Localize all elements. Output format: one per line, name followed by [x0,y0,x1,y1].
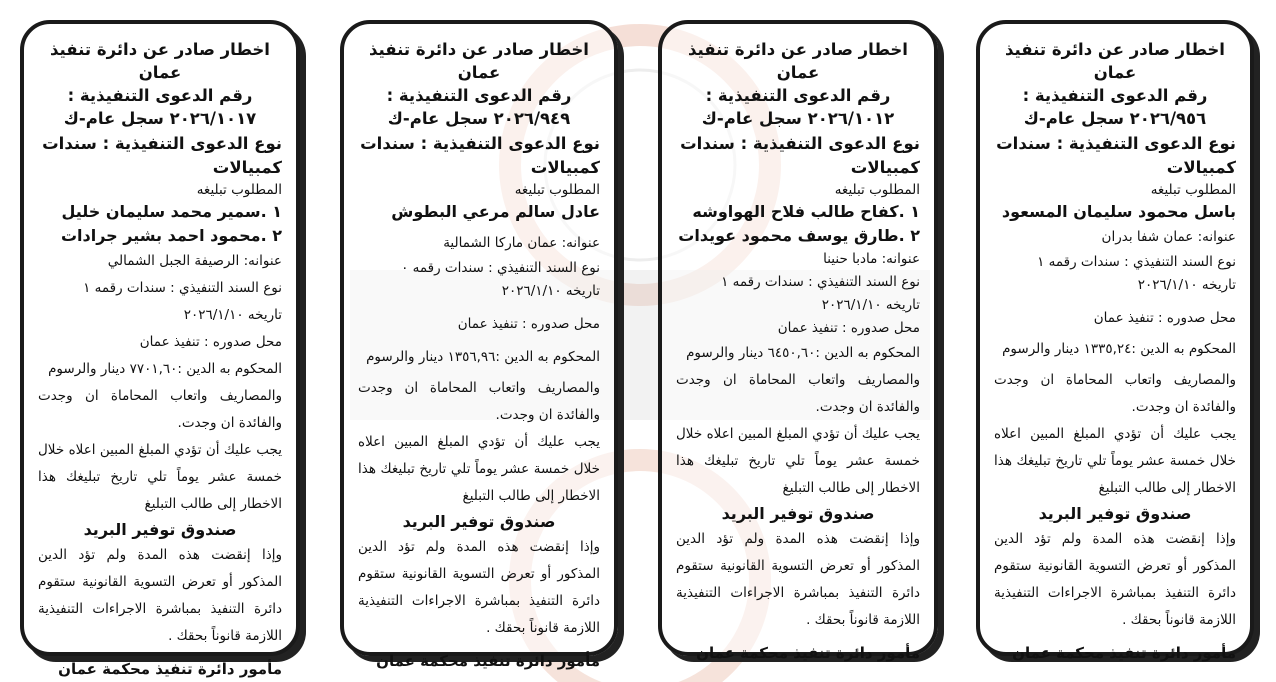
notice-card-2 [658,20,938,662]
document-date: تاريخه ٢٠٢٦/١/١٠ [821,297,920,313]
notice-card-1 [976,20,1254,662]
debtor-name-1: ١ .كفاح طالب فلاح الهواوشه [692,202,920,221]
judgment-amount: المحكوم به الدين :١٣٣٥,٢٤ دينار والرسوم [1002,341,1236,357]
closing-paragraph: وإذا إنقضت هذه المدة ولم تؤد الدين المذكور أو تعرض التسوية القانونية ستقوم دائرة التنفيذ بمباشرة الاجراءات التنفيذية اللازمة قانوناً بحقك . [358,539,600,636]
case-number: ٢٠٢٦/٩٤٩ سجل عام-ك [387,109,571,128]
notice-header: اخطار صادر عن دائرة تنفيذ عمان [688,40,908,82]
case-number: ٢٠٢٦/١٠١٧ سجل عام-ك [63,109,257,128]
case-type: نوع الدعوى التنفيذية : سندات كمبيالات [996,134,1236,177]
footer-signature: مأمور دائرة تنفيذ محكمة عمان [58,660,282,678]
judgment-details: والمصاريف واتعاب المحاماة ان وجدت والفائدة ان وجدت. [676,372,920,415]
case-type: نوع الدعوى التنفيذية : سندات كمبيالات [360,134,600,177]
debtor-name-1: ١ .سمير محمد سليمان خليل [61,202,282,221]
document-type: نوع السند التنفيذي : سندات رقمه ١ [1037,254,1236,270]
issued-by: محل صدوره : تنفيذ عمان [139,334,282,350]
required-label: المطلوب تبليغه [196,182,282,198]
payment-notice: يجب عليك أن تؤدي المبلغ المبين اعلاه خلال خمسة عشر يوماً تلي تاريخ تبليغك هذا الاخطار إلى طالب التبليغ [676,426,920,496]
document-type: نوع السند التنفيذي : سندات رقمه ١ [721,274,920,290]
payment-notice: يجب عليك أن تؤدي المبلغ المبين اعلاه خلال خمسة عشر يوماً تلي تاريخ تبليغك هذا الاخطار إلى طالب التبليغ [38,442,282,512]
issued-by: محل صدوره : تنفيذ عمان [777,320,920,336]
postal-box-title: صندوق توفير البريد [721,504,875,523]
notice-header: اخطار صادر عن دائرة تنفيذ عمان [1005,40,1225,82]
footer-signature: مأمور دائرة تنفيذ محكمة عمان [376,652,600,670]
case-label: رقم الدعوى التنفيذية : [386,86,572,105]
required-label: المطلوب تبليغه [514,182,600,198]
debtor-name-2: ٢ .طارق يوسف محمود عويدات [678,226,920,245]
judgment-amount: المحكوم به الدين :١٣٥٦,٩٦ دينار والرسوم [366,349,600,365]
notice-card-4 [20,20,300,678]
required-label: المطلوب تبليغه [834,182,920,198]
address: عنوانه: عمان ماركا الشمالية [443,235,600,251]
postal-box-title: صندوق توفير البريد [402,512,556,531]
payment-notice: يجب عليك أن تؤدي المبلغ المبين اعلاه خلال خمسة عشر يوماً تلي تاريخ تبليغك هذا الاخطار إلى طالب التبليغ [994,426,1236,496]
document-date: تاريخه ٢٠٢٦/١/١٠ [501,283,600,299]
judgment-amount: المحكوم به الدين :٦٤٥٠,٦٠ دينار والرسوم [686,345,920,361]
footer-signature: مأمور دائرة تنفيذ محكمة عمان [696,644,920,662]
document-type: نوع السند التنفيذي : سندات رقمه ١ [83,280,282,296]
required-label: المطلوب تبليغه [1150,182,1236,198]
closing-paragraph: وإذا إنقضت هذه المدة ولم تؤد الدين المذكور أو تعرض التسوية القانونية ستقوم دائرة التنفيذ بمباشرة الاجراءات التنفيذية اللازمة قانوناً بحقك . [994,531,1236,628]
case-label: رقم الدعوى التنفيذية : [705,86,891,105]
closing-paragraph: وإذا إنقضت هذه المدة ولم تؤد الدين المذكور أو تعرض التسوية القانونية ستقوم دائرة التنفيذ بمباشرة الاجراءات التنفيذية اللازمة قانوناً بحقك . [38,547,282,644]
issued-by: محل صدوره : تنفيذ عمان [457,316,600,332]
footer-signature: مأمور دائرة تنفيذ محكمة عمان [1012,644,1236,662]
issued-by: محل صدوره : تنفيذ عمان [1093,310,1236,326]
judgment-details: والمصاريف واتعاب المحاماة ان وجدت والفائدة ان وجدت. [994,372,1236,415]
address: عنوانه: مادبا حنينا [823,251,920,267]
debtor-name: عادل سالم مرعي البطوش [391,202,600,221]
case-type: نوع الدعوى التنفيذية : سندات كمبيالات [680,134,920,177]
document-date: تاريخه ٢٠٢٦/١/١٠ [1137,277,1236,293]
case-number: ٢٠٢٦/٩٥٦ سجل عام-ك [1023,109,1207,128]
case-type: نوع الدعوى التنفيذية : سندات كمبيالات [42,134,282,177]
address: عنوانه: الرصيفة الجبل الشمالي [107,253,282,269]
notice-header: اخطار صادر عن دائرة تنفيذ عمان [50,40,270,82]
debtor-name-2: ٢ .محمود احمد بشير جرادات [60,226,282,245]
notice-card-3 [340,20,618,670]
postal-box-title: صندوق توفير البريد [83,520,237,539]
case-number: ٢٠٢٦/١٠١٢ سجل عام-ك [701,109,895,128]
postal-box-title: صندوق توفير البريد [1038,504,1192,523]
document-type: نوع السند التنفيذي : سندات رقمه ٠ [401,260,600,276]
address: عنوانه: عمان شفا بدران [1101,229,1236,245]
judgment-amount: المحكوم به الدين :٧٧٠١,٦٠ دينار والرسوم [48,361,282,377]
case-label: رقم الدعوى التنفيذية : [1022,86,1208,105]
notice-header: اخطار صادر عن دائرة تنفيذ عمان [369,40,589,82]
payment-notice: يجب عليك أن تؤدي المبلغ المبين اعلاه خلال خمسة عشر يوماً تلي تاريخ تبليغك هذا الاخطار إلى طالب التبليغ [358,434,600,504]
debtor-name: باسل محمود سليمان المسعود [1001,202,1236,221]
closing-paragraph: وإذا إنقضت هذه المدة ولم تؤد الدين المذكور أو تعرض التسوية القانونية ستقوم دائرة التنفيذ بمباشرة الاجراءات التنفيذية اللازمة قانوناً بحقك . [676,531,920,628]
case-label: رقم الدعوى التنفيذية : [67,86,253,105]
document-date: تاريخه ٢٠٢٦/١/١٠ [183,307,282,323]
judgment-details: والمصاريف واتعاب المحاماة ان وجدت والفائدة ان وجدت. [38,388,282,431]
judgment-details: والمصاريف واتعاب المحاماة ان وجدت والفائدة ان وجدت. [358,380,600,423]
